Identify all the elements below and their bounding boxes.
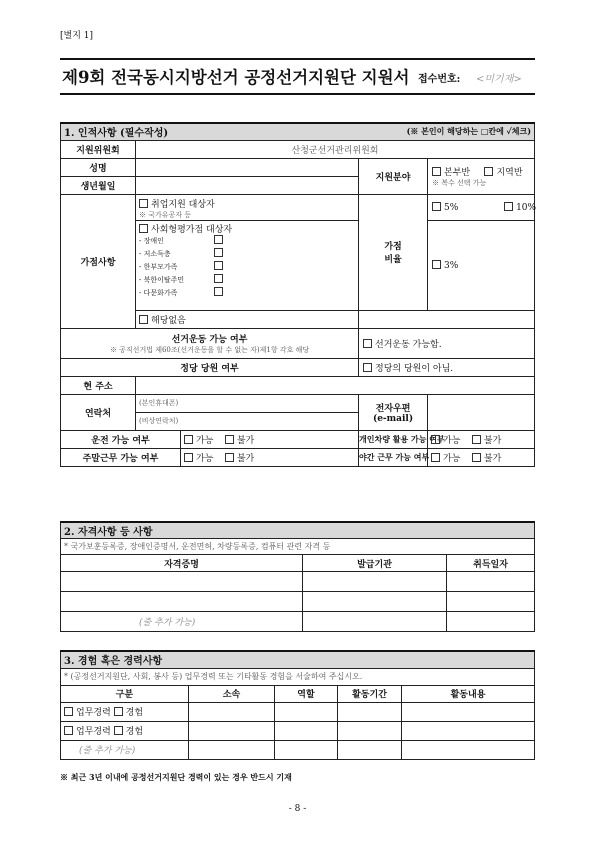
drive-options (181, 430, 359, 448)
field-opt-regional: 지역반 (496, 167, 523, 178)
ratio-10: 10% (516, 202, 537, 213)
email-label (359, 394, 428, 430)
checkbox-work-2[interactable] (64, 726, 73, 735)
checkbox-employ[interactable] (139, 199, 148, 208)
night-options (428, 448, 535, 466)
add-rows-hint: (줄 추가 가능) (61, 612, 303, 632)
party-label: 정당 당원 여부 (61, 358, 359, 376)
bonus-employ: 취업지원 대상자 (151, 199, 215, 210)
night-label: 야간 근무 가능 여부 (359, 448, 428, 466)
table-cell[interactable] (303, 592, 447, 612)
night-no: 불가 (483, 453, 502, 464)
table-cell[interactable] (303, 572, 447, 592)
ratio-3: 3% (444, 260, 459, 271)
col-issuer: 발급기관 (303, 555, 447, 572)
checkbox-5pct[interactable] (432, 202, 441, 211)
table-cell[interactable] (402, 740, 535, 759)
checkbox-weekend-no[interactable] (225, 453, 234, 462)
col-acquired-date: 취득일자 (447, 555, 535, 572)
campaign-cell (61, 328, 359, 358)
opt-exp-2: 경험 (125, 727, 144, 737)
bonus-item-singleparent: - 한부모가족 (139, 262, 178, 271)
ratio-empty (359, 310, 535, 328)
weekend-label: 주말근무 가능 여부 (61, 448, 181, 466)
opt-exp-1: 경험 (125, 708, 144, 718)
checkbox-item-lowincome[interactable] (214, 248, 223, 257)
bonus-employ-cell (136, 194, 359, 220)
table-cell[interactable] (303, 612, 447, 632)
table-cell[interactable] (275, 740, 338, 759)
col-description: 활동내용 (402, 685, 535, 702)
table-cell[interactable] (338, 721, 402, 740)
page-number: - 8 - (288, 804, 307, 814)
checkbox-item-defector[interactable] (214, 274, 223, 283)
section3-footnote: ※ 최근 3년 이내에 공정선거지원단 경력이 있는 경우 반드시 기재 (60, 772, 292, 782)
personal-info-table (60, 122, 535, 467)
bonus-social: 사회형평가점 대상자 (151, 224, 233, 235)
table-cell[interactable] (402, 721, 535, 740)
birth-label: 생년월일 (61, 176, 136, 194)
checkbox-exp-1[interactable] (114, 707, 123, 716)
section3-note: * (공정선거지원단, 사회, 봉사 등) 업무경력 또는 기타활동 경험을 서술하여 주십시오. (61, 668, 535, 685)
opt-work-1: 업무경력 (76, 708, 111, 718)
table-cell[interactable] (338, 740, 402, 759)
checkbox-night-yes[interactable] (431, 453, 440, 462)
birth-field[interactable] (136, 176, 359, 194)
committee-value: 산청군선거관리위원회 (136, 140, 535, 158)
weekend-options (181, 448, 359, 466)
ratio-label-1: 가점 (384, 242, 402, 252)
checkbox-item-singleparent[interactable] (214, 261, 223, 270)
phone-main[interactable]: (본인휴대폰) (136, 394, 359, 412)
address-field[interactable] (136, 376, 535, 394)
table-cell[interactable] (447, 572, 535, 592)
bonus-label: 가점사항 (61, 194, 136, 328)
email-label-1: 전자우편 (375, 403, 411, 414)
bonus-item-lowincome: - 저소득층 (139, 249, 171, 258)
weekend-yes: 가능 (196, 453, 214, 464)
field-options (428, 158, 535, 194)
add-rows-hint: (줄 추가 가능) (61, 740, 189, 759)
qualification-table (60, 521, 535, 632)
table-cell[interactable] (447, 612, 535, 632)
checkbox-night-no[interactable] (472, 453, 481, 462)
campaign-note: ※ 공직선거법 제60조(선거운동을 할 수 없는 자)제1항 각호 해당 (109, 345, 310, 354)
ratio-label (359, 194, 428, 310)
ratio-row2 (428, 220, 535, 310)
checkbox-car-yes[interactable] (431, 435, 440, 444)
bonus-item-defector: - 북한이탈주민 (139, 275, 185, 284)
col-category: 구분 (61, 685, 189, 702)
field-label: 지원분야 (359, 158, 428, 194)
col-cert-name: 자격증명 (61, 555, 303, 572)
table-row (61, 721, 189, 740)
party-value-cell (359, 358, 535, 376)
section2-note: * 국가보훈등록증, 장애인증명서, 운전면허, 차량등록증, 컴퓨터 관련 자격 등 (61, 539, 535, 555)
checkbox-none[interactable] (139, 315, 148, 324)
weekend-no: 불가 (236, 453, 255, 464)
col-affiliation: 소속 (189, 685, 275, 702)
campaign-value: 선거운동 가능함. (375, 339, 442, 350)
email-label-2: (e-mail) (372, 413, 414, 424)
title-rule-bottom (60, 93, 535, 95)
ratio-row1 (428, 194, 535, 220)
drive-label: 운전 가능 여부 (61, 430, 181, 448)
checkbox-car-no[interactable] (472, 435, 481, 444)
name-field[interactable] (136, 158, 359, 176)
ratio-5: 5% (444, 202, 459, 213)
car-label: 개인차량 활용 가능 여부 (359, 430, 428, 448)
car-options (428, 430, 535, 448)
table-cell[interactable] (275, 702, 338, 721)
checkbox-drive-no[interactable] (225, 435, 234, 444)
address-label: 현 주소 (61, 376, 136, 394)
checkbox-item-multicultural[interactable] (214, 287, 223, 296)
checkbox-regional[interactable] (484, 167, 493, 176)
field-note: ※ 복수 선택 가능 (432, 178, 487, 187)
car-no: 불가 (483, 435, 502, 446)
bonus-none: 해당없음 (151, 315, 186, 326)
col-period: 활동기간 (338, 685, 402, 702)
col-role: 역할 (275, 685, 338, 702)
night-yes: 가능 (443, 453, 461, 464)
table-cell[interactable] (447, 592, 535, 612)
table-row[interactable] (61, 572, 303, 592)
checkbox-item-disabled[interactable] (214, 235, 223, 244)
bonus-employ-note: ※ 국가유공자 등 (139, 210, 192, 219)
ratio-label-2: 비율 (384, 255, 402, 265)
checkbox-weekend-yes[interactable] (184, 453, 193, 462)
checkbox-work-1[interactable] (64, 707, 73, 716)
checkbox-exp-2[interactable] (114, 726, 123, 735)
field-opt-hq: 본부반 (444, 167, 471, 178)
name-label: 성명 (61, 158, 136, 176)
committee-label: 지원위원회 (61, 140, 136, 158)
party-value: 정당의 당원이 아님. (375, 363, 454, 374)
checkbox-campaign[interactable] (363, 339, 372, 348)
section3-title: 3. 경험 혹은 경력사항 (61, 651, 535, 668)
table-cell[interactable] (189, 740, 275, 759)
section1-note: (※ 본인이 해당하는 □칸에 ✓체크) (244, 123, 535, 140)
table-cell[interactable] (338, 702, 402, 721)
checkbox-headquarters[interactable] (432, 167, 441, 176)
section2-title: 2. 자격사항 등 사항 (61, 522, 535, 539)
checkbox-10pct[interactable] (504, 202, 513, 211)
contact-label: 연락처 (61, 394, 136, 430)
campaign-value-cell (359, 328, 535, 358)
campaign-label: 선거운동 가능 여부 (171, 334, 248, 345)
experience-table (60, 650, 535, 760)
bonus-item-multicultural: - 다문화가족 (139, 288, 178, 297)
appendix-label: [별지 1] (60, 31, 93, 41)
section1-title: 1. 인적사항 (필수작성) (61, 123, 244, 140)
checkbox-3pct[interactable] (432, 260, 441, 269)
email-field[interactable] (428, 394, 535, 430)
table-row (61, 702, 189, 721)
bonus-social-cell (136, 220, 359, 310)
checkbox-drive-yes[interactable] (184, 435, 193, 444)
table-cell[interactable] (402, 702, 535, 721)
table-cell[interactable] (189, 721, 275, 740)
table-cell[interactable] (189, 702, 275, 721)
drive-yes: 가능 (196, 435, 214, 446)
car-yes: 가능 (443, 435, 461, 446)
title-rule-top (60, 58, 535, 60)
checkbox-party[interactable] (363, 363, 372, 372)
bonus-none-cell (136, 310, 359, 328)
checkbox-social[interactable] (139, 224, 148, 233)
table-cell[interactable] (275, 721, 338, 740)
bonus-item-disabled: - 장애인 (139, 236, 164, 245)
receipt-value: <미기재> (476, 74, 522, 85)
table-row[interactable] (61, 592, 303, 612)
phone-alt[interactable]: (비상연락처) (136, 412, 359, 430)
page-title: 제9회 전국동시지방선거 공정선거지원단 지원서 (62, 68, 410, 87)
drive-no: 불가 (236, 435, 255, 446)
opt-work-2: 업무경력 (76, 727, 111, 737)
receipt-label: 접수번호: (418, 74, 461, 85)
